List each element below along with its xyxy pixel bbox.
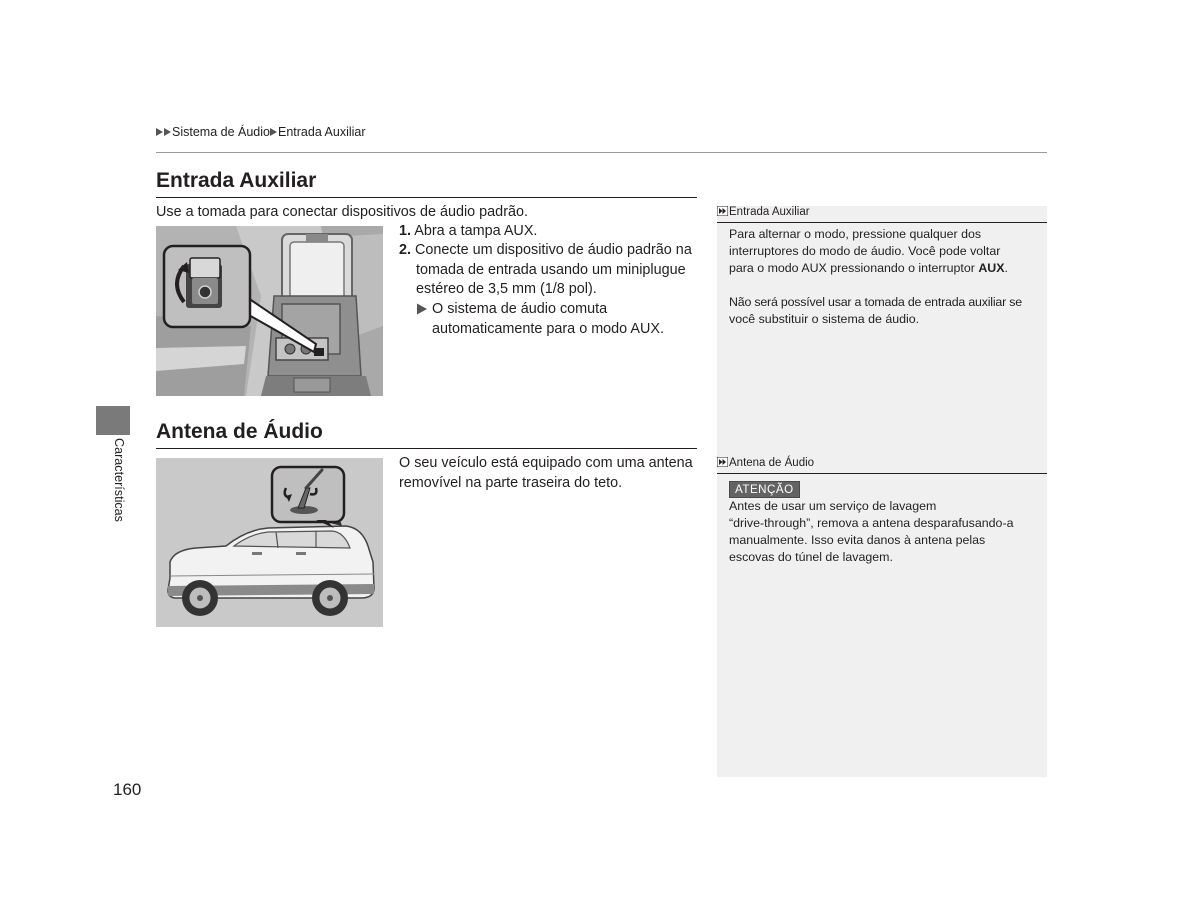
antenna-text-line: removível na parte traseira do teto. — [399, 475, 623, 491]
breadcrumb-arrow-icon — [156, 128, 163, 136]
step-text-line: tomada de entrada usando um miniplugue — [416, 262, 686, 278]
chapter-tab-marker — [96, 406, 130, 435]
header-divider — [156, 152, 1047, 153]
sidebar-aux-heading-text: Entrada Auxiliar — [729, 206, 810, 218]
breadcrumb-level2: Entrada Auxiliar — [277, 125, 366, 139]
reference-marker-icon — [717, 457, 728, 467]
sidebar-aux-rule — [717, 222, 1047, 223]
sidebar-aux-text-line — [729, 260, 1008, 277]
step-text: Abra a tampa AUX. — [414, 223, 538, 239]
vehicle-antenna-illustration — [156, 458, 383, 627]
sidebar-aux-text-span: . — [1004, 261, 1008, 275]
antenna-section-title: Antena de Áudio — [156, 420, 323, 443]
sidebar-antenna-text-line: Antes de usar um serviço de lavagem — [729, 499, 937, 513]
reference-marker-icon — [717, 206, 728, 216]
sidebar-antenna-heading — [717, 457, 814, 469]
step-number: 2. — [399, 242, 412, 258]
aux-console-illustration — [156, 226, 383, 396]
sidebar-antenna-text-line: manualmente. Isso evita danos à antena pelas — [729, 533, 986, 547]
caution-badge — [729, 480, 800, 498]
aux-step-2 — [399, 241, 692, 261]
page-number: 160 — [113, 780, 142, 799]
sidebar-aux-heading — [717, 206, 810, 218]
sidebar-aux-text-line: interruptores do modo de áudio. Você pode voltar — [729, 244, 1001, 258]
breadcrumb-arrow-icon — [270, 128, 277, 136]
breadcrumb-arrow-icon — [164, 128, 171, 136]
sidebar-antenna-rule — [717, 473, 1047, 474]
sidebar-antenna-text-line: “drive-through”, remova a antena desparafusando-a — [729, 516, 1014, 530]
antenna-title-rule — [156, 448, 697, 449]
result-text-line: automaticamente para o modo AUX. — [432, 321, 664, 337]
sidebar-aux-text-line: Não será possível usar a tomada de entrada auxiliar se — [729, 295, 1022, 309]
aux-intro-text: Use a tomada para conectar dispositivos de áudio padrão. — [156, 204, 528, 220]
sidebar-aux-text-line: você substituir o sistema de áudio. — [729, 312, 920, 326]
sidebar-antenna-text-line: escovas do túnel de lavagem. — [729, 550, 893, 564]
antenna-text-line: O seu veículo está equipado com uma antena — [399, 455, 693, 471]
chapter-tab-label: Características — [112, 438, 126, 522]
step-number: 1. — [399, 223, 412, 239]
aux-title-rule — [156, 197, 697, 198]
breadcrumb — [156, 125, 366, 139]
step-text-line: estéreo de 3,5 mm (1/8 pol). — [416, 281, 597, 297]
result-text-line: O sistema de áudio comuta — [432, 301, 608, 317]
breadcrumb-level1: Sistema de Áudio — [172, 125, 270, 139]
result-arrow-icon — [416, 303, 428, 315]
sidebar-antenna-heading-text: Antena de Áudio — [729, 457, 815, 469]
aux-step-1 — [399, 222, 537, 242]
sidebar-aux-text-line: Para alternar o modo, pressione qualquer dos — [729, 227, 982, 241]
sidebar-aux-bold-aux: AUX — [978, 261, 1005, 275]
step-text-line: Conecte um dispositivo de áudio padrão na — [415, 242, 692, 258]
sidebar-aux-text-span: para o modo AUX pressionando o interruptor — [729, 261, 979, 275]
aux-section-title: Entrada Auxiliar — [156, 169, 317, 192]
caution-badge-label: ATENÇÃO — [729, 481, 800, 498]
